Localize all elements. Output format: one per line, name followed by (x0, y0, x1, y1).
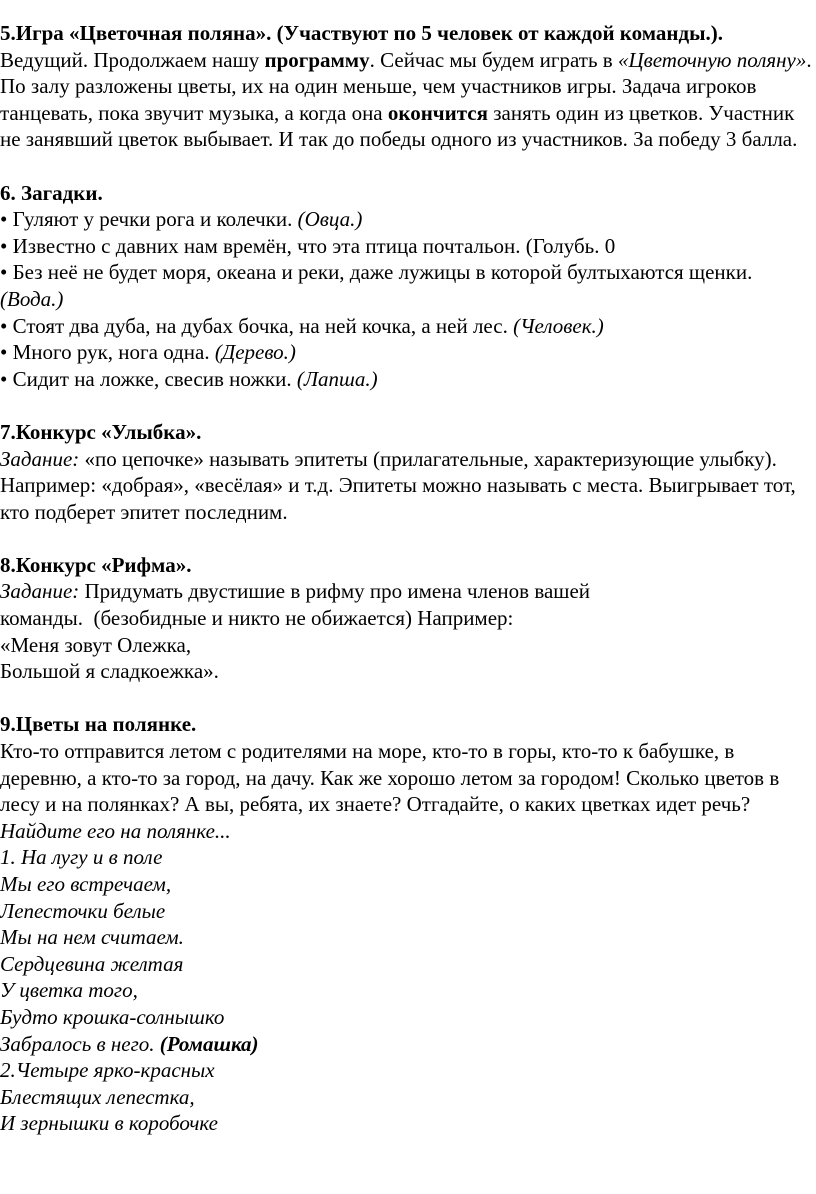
riddle-item: • Стоят два дуба, на дубах бочка, на ней кочка, а ней лес. (Человек.) (0, 313, 604, 338)
poem-line: Мы на нем считаем. (0, 925, 184, 950)
poem-line: У цветка того, (0, 978, 138, 1003)
riddle-item: • Гуляют у речки рога и колечки. (Овца.) (0, 207, 363, 232)
section-9-title: 9.Цветы на полянке. (0, 712, 197, 737)
section-8-line: Задание: Придумать двустишие в рифму про имена членов вашей (0, 579, 591, 604)
poem-line: 1. На лугу и в поле (0, 845, 163, 870)
poem-line: Блестящих лепестка, (0, 1084, 195, 1109)
poem-line: Забралось в него. (Ромашка) (0, 1031, 259, 1056)
poem-line: И зернышки в коробочке (0, 1111, 218, 1136)
poem-line: Мы его встречаем, (0, 872, 172, 896)
poem-answer: (Ромашка) (159, 1031, 259, 1056)
riddle-item: • Много рук, нога одна. (Дерево.) (0, 340, 296, 365)
riddle-item: • Сидит на ложке, свесив ножки. (Лапша.) (0, 366, 378, 391)
section-5-body: Ведущий. Продолжаем нашу программу. Сейчас мы будем играть в «Цветочную поляну». По залу разложены цветы, их на один меньше, чем участников игры. Задача игроков танцевать, пока звучит музыка, а когда она окончится занять один из цветков. Участник не занявший цветок выбывает. И так до победы одного из участников. За победу 3 балла. (0, 47, 812, 152)
section-8-line: Большой я сладкоежка». (0, 659, 219, 684)
poem-line: Найдите его на полянке... (0, 818, 231, 843)
poem-line: Будто крошка-солнышко (0, 1004, 225, 1029)
section-8-line: «Меня зовут Олежка, (0, 632, 192, 657)
riddle-item: • Без неё не будет моря, океана и реки, даже лужицы в которой бултыхаются щенки. (Вода.) (0, 260, 753, 311)
poem-line: Лепесточки белые (0, 898, 166, 923)
poem-line: Сердцевина желтая (0, 951, 184, 976)
section-5-title: 5.Игра «Цветочная поляна». (Участвуют по 5 человек от каждой команды.). (0, 21, 724, 45)
riddle-item: • Известно с давних нам времён, что эта птица почтальон. (Голубь. 0 (0, 233, 616, 258)
section-9-intro: Кто-то отправится летом с родителями на море, кто-то в горы, кто-то к бабушке, в деревню, а кто-то за город, на дачу. Как же хорошо летом за городом! Сколько цветов в лесу и на полянках? А вы, ребята, их знаете? Отгадайте, о каких цветках идет речь? (0, 739, 780, 817)
section-7-title: 7.Конкурс «Улыбка». (0, 419, 202, 444)
section-7-body: Задание: «по цепочке» называть эпитеты (прилагательные, характеризующие улыбку). Например: «добрая», «весёлая» и т.д. Эпитеты можно называть с места. Выигрывает тот, кто подберет эпитет последним. (0, 446, 796, 524)
section-8-line: команды. (безобидные и никто не обижается) Например: (0, 606, 514, 631)
poem-line: 2.Четыре ярко-красных (0, 1058, 215, 1083)
section-6-title: 6. Загадки. (0, 180, 103, 205)
section-8-title: 8.Конкурс «Рифма». (0, 552, 192, 577)
